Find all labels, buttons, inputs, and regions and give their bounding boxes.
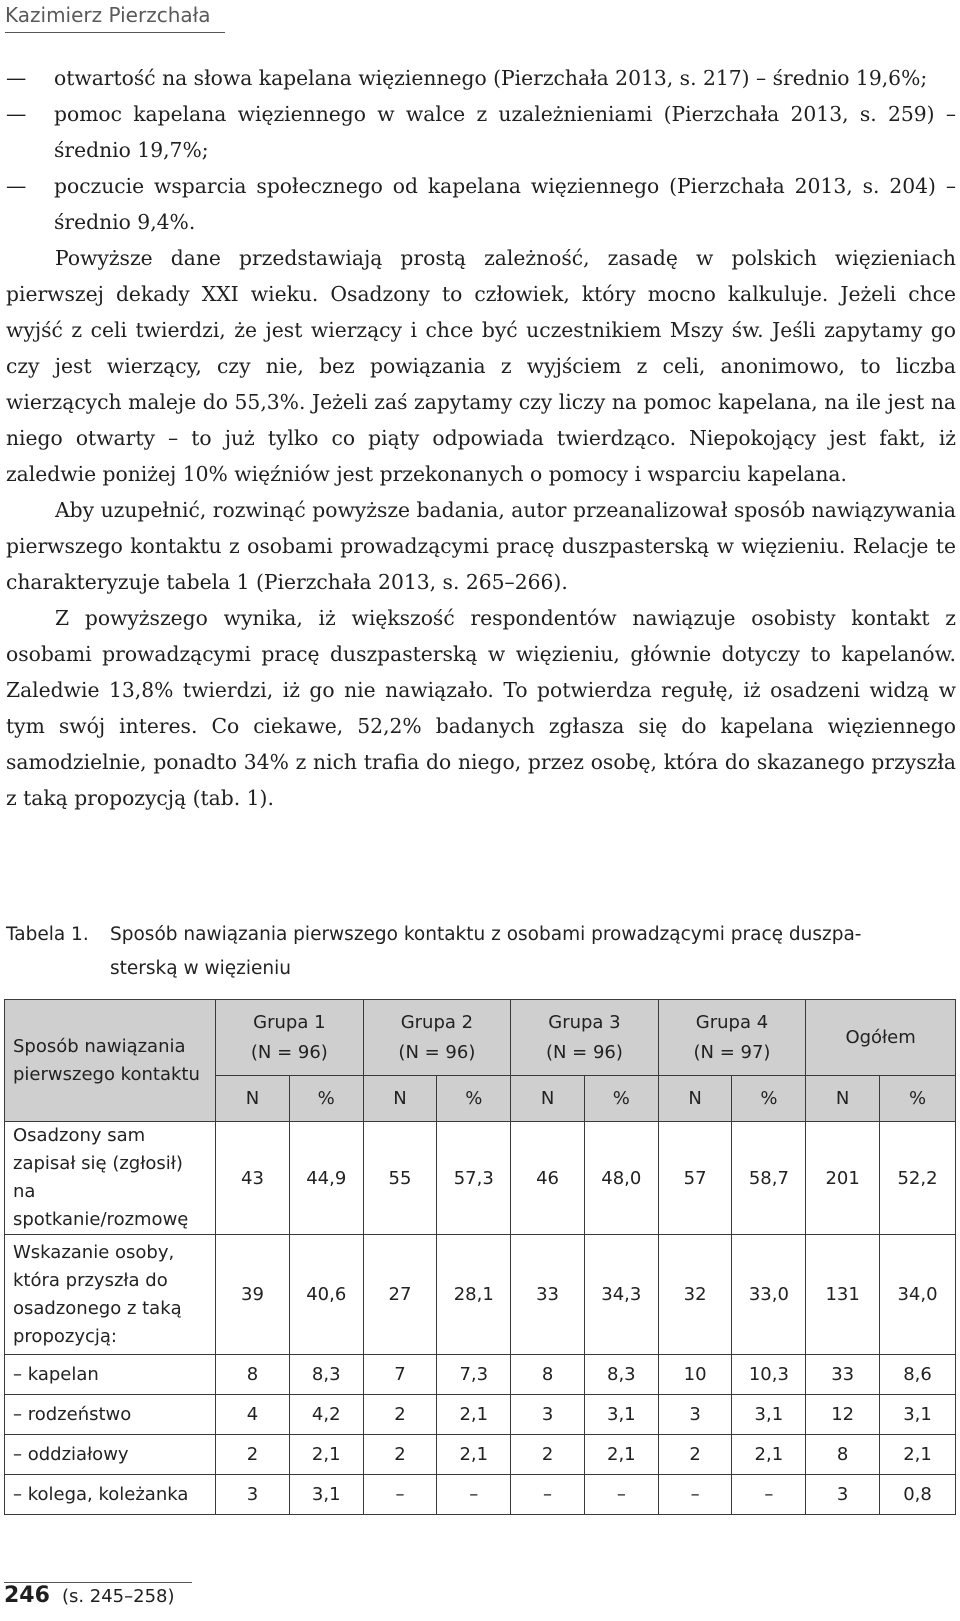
sub-header-n: N (511, 1076, 585, 1122)
table-row (5, 1355, 956, 1395)
table-cell: 44,9 (289, 1122, 363, 1235)
table-cell: – (511, 1475, 585, 1515)
group-name: Grupa 2 (400, 1011, 474, 1033)
table-cell: 2 (216, 1435, 290, 1475)
group-header (216, 1000, 364, 1076)
paragraph: Z powyższego wynika, iż większość respondentów nawiązuje osobisty kontakt z osobami prowadzącymi pracę duszpasterską w więzieniu, głównie dotyczy to kapelanów. Zaledwie 13,8% twierdzi, iż go nie nawiązało. To potwierdza regułę, iż osadzeni widzą w tym swój interes. Co ciekawe, 52,2% badanych zgłasza się do kapelana więziennego samodzielnie, ponadto 34% z nich trafia do niego, przez osobę, która do skazanego przyszła z taką propozycją (tab. 1). (6, 606, 956, 810)
table-cell: 2,1 (584, 1435, 658, 1475)
table-cell: 2,1 (289, 1435, 363, 1475)
sub-header-n: N (806, 1076, 880, 1122)
table-cell: 4 (216, 1395, 290, 1435)
row-label: Wskazanie osoby, która przyszła do osadzonego z taką propozycją: (5, 1235, 216, 1355)
table-cell: 3,1 (584, 1395, 658, 1435)
table-cell: 55 (363, 1122, 437, 1235)
table-row (5, 1395, 956, 1435)
group-name: Grupa 1 (253, 1011, 326, 1033)
table-cell: 10,3 (732, 1355, 806, 1395)
table-cell: 3,1 (732, 1395, 806, 1435)
group-header (658, 1000, 806, 1076)
table-cell: 57 (658, 1122, 732, 1235)
paragraph: Aby uzupełnić, rozwinąć powyższe badania, autor przeanalizował sposób nawiązywania pierwszego kontaktu z osobami prowadzącymi pracę duszpasterską w więzieniu. Relacje te charakteryzuje tabela 1 (Pierzchała 2013, s. 265–266). (6, 498, 956, 594)
table-cell: 8,6 (880, 1355, 956, 1395)
table-cell: 4,2 (289, 1395, 363, 1435)
table-cell: 3,1 (289, 1475, 363, 1515)
group-n: (N = 96) (250, 1041, 328, 1063)
paragraph: Powyższe dane przedstawiają prostą zależność, zasadę w polskich więzieniach pierwszej dekady XXI wieku. Osadzony to człowiek, który mocno kalkuluje. Jeżeli chce wyjść z celi twierdzi, że jest wierzący i chce być uczestnikiem Mszy św. Jeśli zapytamy go czy jest wierzący, czy nie, bez powiązania z wyjściem z celi, anonimowo, to liczba wierzących maleje do 55,3%. Jeżeli zaś zapytamy czy liczy na pomoc kapelana, na ile jest na niego otwarty – to już tylko co piąty odpowiada twierdząco. Niepokojący jest fakt, iż zaledwie poniżej 10% więźniów jest przekonanych o pomocy i wsparciu kapelana. (6, 246, 956, 486)
table-cell: 2 (511, 1435, 585, 1475)
table-cell: 34,0 (880, 1235, 956, 1355)
table-cell: 2,1 (437, 1435, 511, 1475)
group-n: (N = 97) (693, 1041, 771, 1063)
body-text (6, 60, 956, 816)
table-cell: 2,1 (732, 1435, 806, 1475)
group-n: (N = 96) (398, 1041, 476, 1063)
table-cell: 7,3 (437, 1355, 511, 1395)
table-cell: 10 (658, 1355, 732, 1395)
group-name: Grupa 3 (548, 1011, 621, 1033)
page-number: 246 (4, 1583, 50, 1608)
table-cell: 8 (511, 1355, 585, 1395)
table-cell: 8,3 (289, 1355, 363, 1395)
table-cell: 34,3 (584, 1235, 658, 1355)
sub-header-pct: % (732, 1076, 806, 1122)
group-header (363, 1000, 511, 1076)
row-label: Osadzony sam zapisał się (zgłosił) na spotkanie/rozmowę (5, 1122, 216, 1235)
data-table (4, 999, 956, 1515)
list-item: — otwartość na słowa kapelana więziennego (Pierzchała 2013, s. 217) – średnio 19,6%; (6, 60, 956, 96)
table-cell: 3,1 (880, 1395, 956, 1435)
sub-header-pct: % (289, 1076, 363, 1122)
corner-header: Sposób nawiązania pierwszego kontaktu (5, 1000, 216, 1122)
table-cell: 131 (806, 1235, 880, 1355)
table-cell: 33 (511, 1235, 585, 1355)
table-row (5, 1475, 956, 1515)
table-cell: 33,0 (732, 1235, 806, 1355)
running-head: Kazimierz Pierzchała (5, 0, 225, 33)
table-cell: – (437, 1475, 511, 1515)
sub-header-n: N (216, 1076, 290, 1122)
table-cell: 3 (658, 1395, 732, 1435)
table-cell: 0,8 (880, 1475, 956, 1515)
table-cell: 27 (363, 1235, 437, 1355)
group-header-total: Ogółem (806, 1000, 956, 1076)
row-label: – kapelan (5, 1355, 216, 1395)
table-cell: 33 (806, 1355, 880, 1395)
table-cell: 2 (363, 1395, 437, 1435)
group-n: (N = 96) (545, 1041, 623, 1063)
table-cell: 2,1 (437, 1395, 511, 1435)
group-name: Grupa 4 (695, 1011, 769, 1033)
table-cell: – (363, 1475, 437, 1515)
table-cell: 58,7 (732, 1122, 806, 1235)
table-cell: – (732, 1475, 806, 1515)
sub-header-n: N (363, 1076, 437, 1122)
table-cell: 48,0 (584, 1122, 658, 1235)
table-cell: 40,6 (289, 1235, 363, 1355)
table-cell: 12 (806, 1395, 880, 1435)
table-cell: 3 (216, 1475, 290, 1515)
table-cell: 201 (806, 1122, 880, 1235)
table-cell: 52,2 (880, 1122, 956, 1235)
sub-header-n: N (658, 1076, 732, 1122)
row-label: – rodzeństwo (5, 1395, 216, 1435)
table-cell: 8 (216, 1355, 290, 1395)
table-cell: 7 (363, 1355, 437, 1395)
sub-header-pct: % (880, 1076, 956, 1122)
list-item: — pomoc kapelana więziennego w walce z uzależnieniami (Pierzchała 2013, s. 259) – średnio 19,7%; (6, 96, 956, 168)
table-cell: 2 (658, 1435, 732, 1475)
table-cell: 8 (806, 1435, 880, 1475)
table-cell: 2,1 (880, 1435, 956, 1475)
table-body (5, 1122, 956, 1515)
table-caption (6, 918, 956, 986)
table-cell: 43 (216, 1122, 290, 1235)
table-row (5, 1122, 956, 1235)
table-caption-text: Sposób nawiązania pierwszego kontaktu z osobami prowadzącymi pracę duszpa- (110, 924, 862, 945)
table-cell: 3 (806, 1475, 880, 1515)
table-cell: 32 (658, 1235, 732, 1355)
table-caption-text-cont: sterską w więzieniu (110, 958, 291, 979)
table-cell: 46 (511, 1122, 585, 1235)
page-range: (s. 245–258) (61, 1586, 175, 1607)
table-row (5, 1235, 956, 1355)
table-cell: 39 (216, 1235, 290, 1355)
table-row (5, 1435, 956, 1475)
table-cell: 57,3 (437, 1122, 511, 1235)
list-item: — poczucie wsparcia społecznego od kapelana więziennego (Pierzchała 2013, s. 204) – średnio 9,4%. (6, 168, 956, 240)
page-footer (4, 1582, 192, 1608)
group-header (511, 1000, 659, 1076)
table-cell: – (658, 1475, 732, 1515)
table-cell: 8,3 (584, 1355, 658, 1395)
table-cell: 28,1 (437, 1235, 511, 1355)
row-label: – kolega, koleżanka (5, 1475, 216, 1515)
table-cell: 3 (511, 1395, 585, 1435)
table-cell: 2 (363, 1435, 437, 1475)
sub-header-pct: % (437, 1076, 511, 1122)
table-cell: – (584, 1475, 658, 1515)
sub-header-pct: % (584, 1076, 658, 1122)
table-caption-label: Tabela 1. (6, 924, 89, 945)
row-label: – oddziałowy (5, 1435, 216, 1475)
